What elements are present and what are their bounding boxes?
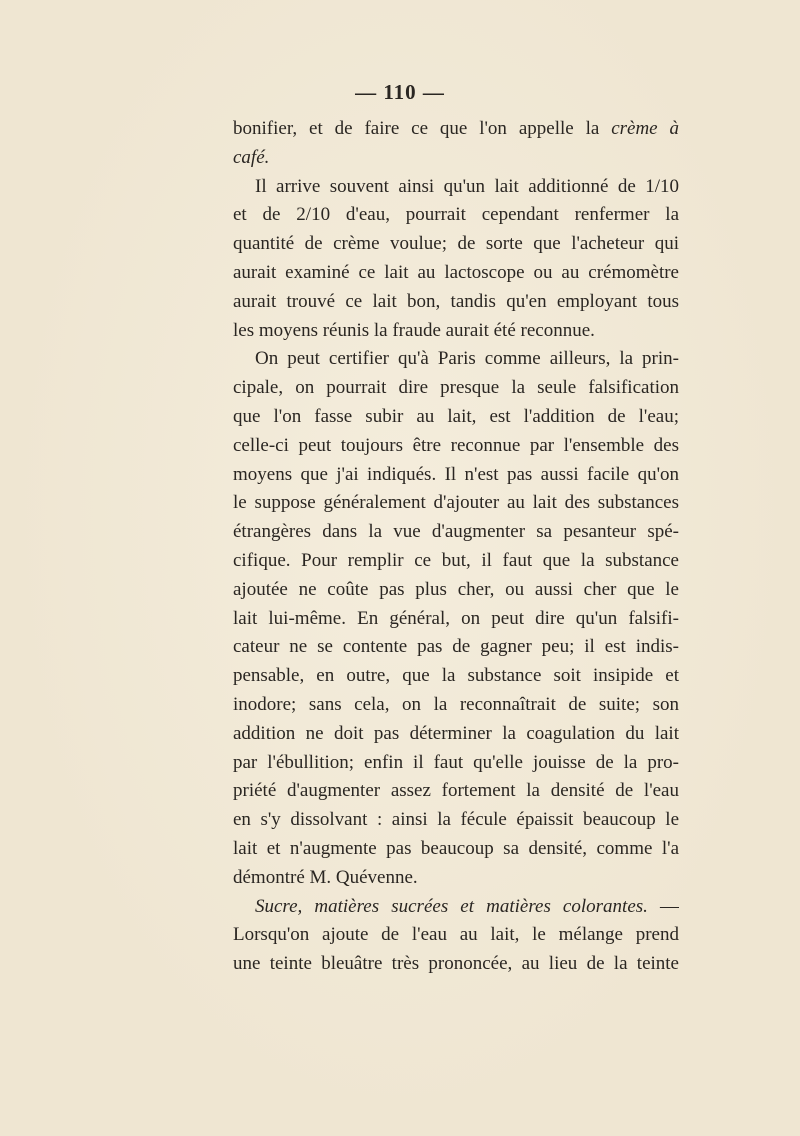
line-text: Lorsqu'on ajoute de l'eau au lait, le mélange prend bbox=[233, 924, 679, 946]
line-text: le suppose généralement d'ajouter au lait des substances bbox=[233, 492, 679, 514]
text-line bbox=[233, 720, 679, 749]
text-line bbox=[233, 259, 679, 288]
text-line bbox=[233, 489, 679, 518]
text-line bbox=[233, 921, 679, 950]
text-line bbox=[233, 950, 679, 979]
line-text: en s'y dissolvant : ainsi la fécule épaissit beaucoup le bbox=[233, 809, 679, 831]
text-line bbox=[233, 403, 679, 432]
text-line bbox=[233, 777, 679, 806]
section-heading: Sucre, matières sucrées et matières colorantes. bbox=[255, 895, 648, 917]
line-text: priété d'augmenter assez fortement la densité de l'eau bbox=[233, 780, 679, 802]
text-line bbox=[233, 317, 679, 346]
text-line bbox=[233, 374, 679, 403]
line-text: ajoutée ne coûte pas plus cher, ou aussi cher que le bbox=[233, 578, 679, 600]
line-text: aurait trouvé ce lait bon, tandis qu'en employant tous bbox=[233, 290, 679, 312]
line-text: inodore; sans cela, on la reconnaîtrait de suite; son bbox=[233, 693, 679, 715]
line-text: que l'on fasse subir au lait, est l'addition de l'eau; bbox=[233, 405, 679, 427]
line-text: et de 2/10 d'eau, pourrait cependant renfermer la bbox=[233, 204, 679, 226]
text-line bbox=[233, 893, 679, 922]
text-line bbox=[233, 201, 679, 230]
text-line bbox=[233, 806, 679, 835]
italic-term: crème à bbox=[611, 118, 679, 139]
line-text: par l'ébullition; enfin il faut qu'elle jouisse de la pro- bbox=[233, 751, 679, 773]
italic-term: café. bbox=[233, 146, 270, 168]
text-line bbox=[233, 547, 679, 576]
line-text: une teinte bleuâtre très prononcée, au lieu de la teinte bbox=[233, 953, 679, 975]
text-line bbox=[233, 432, 679, 461]
line-text: quantité de crème voulue; de sorte que l'acheteur qui bbox=[233, 233, 679, 255]
text-line bbox=[233, 576, 679, 605]
text-line bbox=[233, 662, 679, 691]
line-text: cifique. Pour remplir ce but, il faut que la substance bbox=[233, 549, 679, 571]
line-text: — bbox=[647, 895, 679, 917]
line-text: moyens que j'ai indiqués. Il n'est pas aussi facile qu'on bbox=[233, 463, 679, 485]
line-text: celle-ci peut toujours être reconnue par l'ensemble des bbox=[233, 434, 679, 456]
line-text: démontré M. Quévenne. bbox=[233, 866, 418, 888]
text-line bbox=[233, 230, 679, 259]
text-line bbox=[233, 461, 679, 490]
line-text: On peut certifier qu'à Paris comme ailleurs, la prin- bbox=[255, 348, 679, 370]
text-line bbox=[233, 518, 679, 547]
text-line bbox=[233, 144, 679, 173]
line-text: pensable, en outre, que la substance soit insipide et bbox=[233, 665, 679, 687]
line-text: Il arrive souvent ainsi qu'un lait additionné de 1/10 bbox=[255, 175, 679, 197]
text-line bbox=[233, 288, 679, 317]
text-line bbox=[233, 115, 679, 144]
line-text: lait et n'augmente pas beaucoup sa densité, comme l'a bbox=[233, 837, 679, 859]
line-text: aurait examiné ce lait au lactoscope ou au crémomètre bbox=[233, 261, 679, 283]
body-text bbox=[233, 115, 679, 979]
line-text: addition ne doit pas déterminer la coagulation du lait bbox=[233, 722, 679, 744]
page-number: — 110 — bbox=[355, 80, 445, 104]
text-line bbox=[233, 345, 679, 374]
text-line bbox=[233, 864, 679, 893]
line-text: étrangères dans la vue d'augmenter sa pesanteur spé- bbox=[233, 521, 679, 543]
line-text: bonifier, et de faire ce que l'on appelle la bbox=[233, 118, 612, 139]
line-text: lait lui-même. En général, on peut dire qu'un falsifi- bbox=[233, 607, 679, 629]
text-line bbox=[233, 173, 679, 202]
line-text: cipale, on pourrait dire presque la seule falsification bbox=[233, 377, 679, 399]
line-text: les moyens réunis la fraude aurait été reconnue. bbox=[233, 319, 595, 341]
text-line bbox=[233, 633, 679, 662]
text-line bbox=[233, 605, 679, 634]
text-line bbox=[233, 691, 679, 720]
line-text: cateur ne se contente pas de gagner peu; il est indis- bbox=[233, 636, 679, 658]
text-line bbox=[233, 749, 679, 778]
text-line bbox=[233, 835, 679, 864]
